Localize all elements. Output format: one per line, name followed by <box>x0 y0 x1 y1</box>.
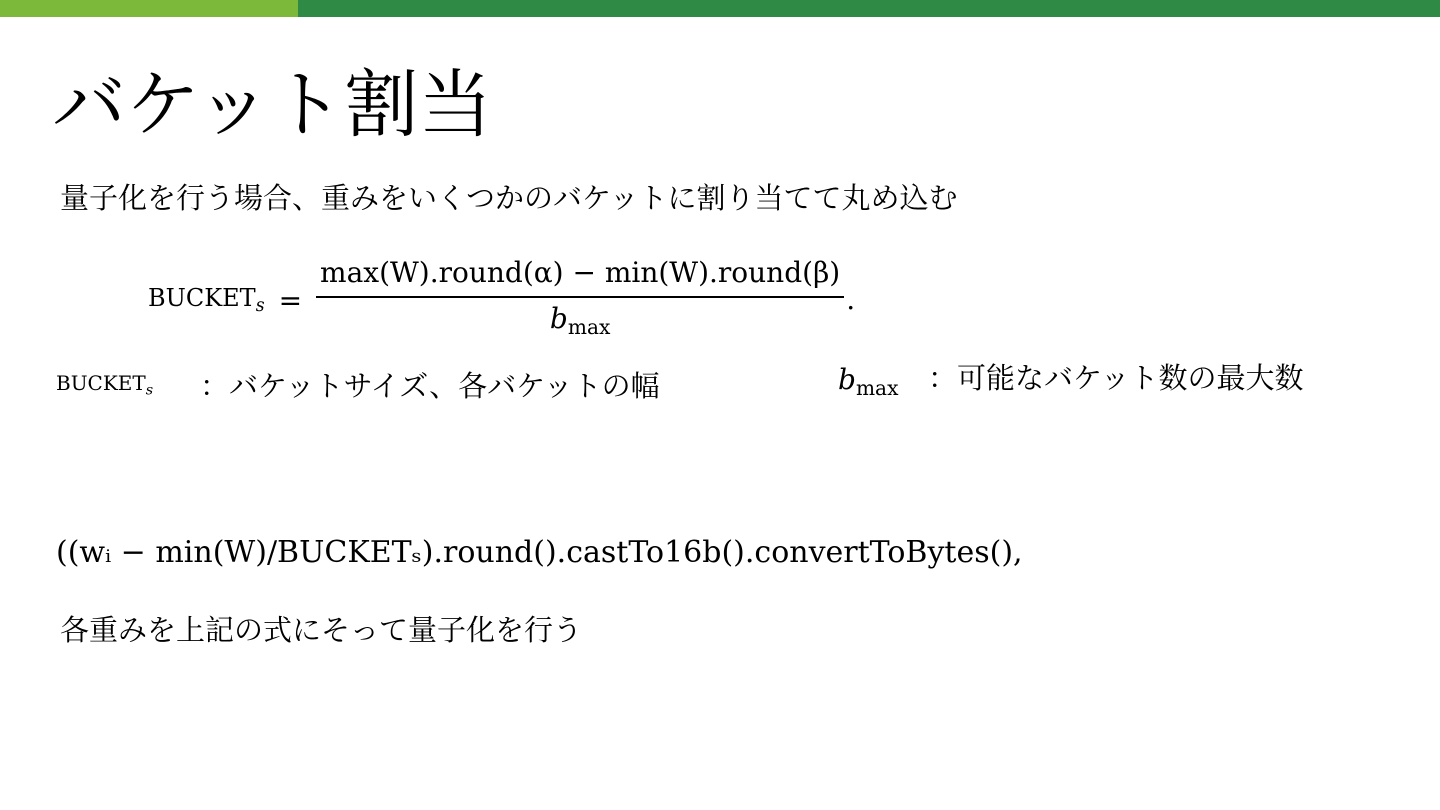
equals-sign: = <box>278 283 303 317</box>
header-accent-bar-right <box>298 0 1440 17</box>
definition-bucket-text: ：バケットサイズ、各バケットの幅 <box>200 369 660 403</box>
formula-numerator: max(W).round(α) − min(W).round(β) <box>316 254 844 298</box>
definition-bucket-symbol <box>56 368 153 405</box>
formula-terminator: . <box>846 283 856 316</box>
header-accent-bar-left <box>0 0 298 17</box>
bmax-base: b <box>549 301 568 335</box>
definition-bmax-base: b <box>838 363 856 396</box>
formula-lhs <box>148 284 265 316</box>
slide-title: バケット割当 <box>52 62 493 148</box>
definition-bmax-symbol <box>838 360 898 408</box>
bucket-symbol-sub: s <box>255 296 265 317</box>
definition-bmax-sub: max <box>855 376 899 401</box>
bucket-symbol: BUCKET <box>148 283 256 312</box>
definition-bucket-name: BUCKET <box>56 371 146 395</box>
intro-text: 量子化を行う場合、重みをいくつかのバケットに割り当てて丸め込む <box>60 181 958 215</box>
definition-bmax-text: ：可能なバケット数の最大数 <box>928 361 1304 395</box>
bucket-formula <box>148 254 855 346</box>
bmax-sub: max <box>567 315 611 340</box>
formula-fraction <box>316 254 844 346</box>
quantization-formula: ((wᵢ − min(W)/BUCKETₛ).round().castTo16b().convertToBytes(), <box>56 535 1023 570</box>
bottom-text: 各重みを上記の式にそって量子化を行う <box>60 613 583 647</box>
formula-denominator <box>550 298 610 346</box>
definition-bucket-sub: s <box>145 382 154 399</box>
